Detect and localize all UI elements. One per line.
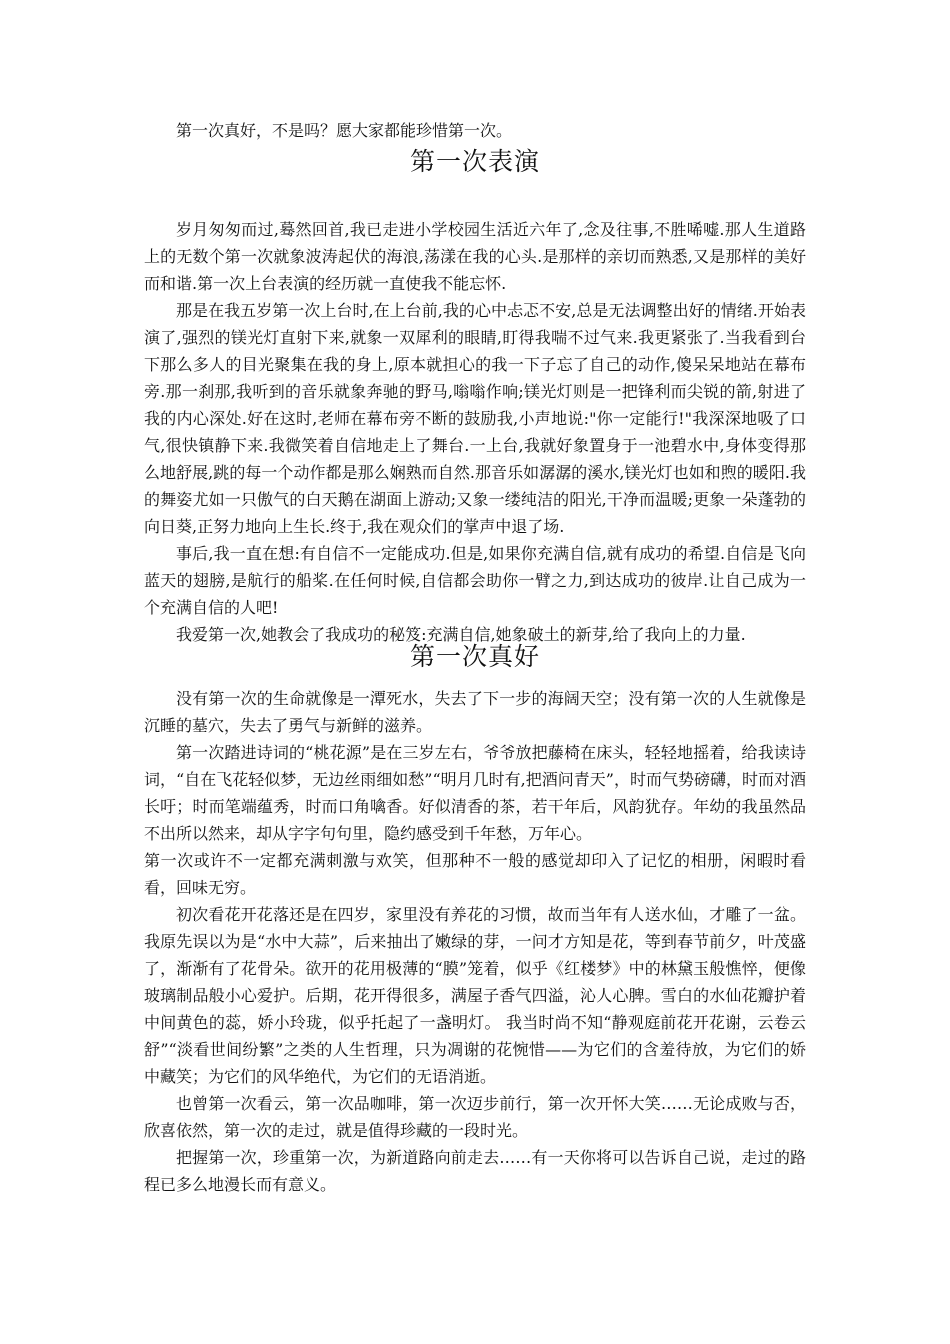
paragraph: 没有第一次的生命就像是一潭死水，失去了下一步的海阔天空；没有第一次的人生就像是沉睡的墓穴，失去了勇气与新鲜的滋养。	[144, 689, 806, 735]
paragraph: 把握第一次，珍重第一次，为新道路向前走去……有一天你将可以告诉自己说，走过的路程已多么地漫长而有意义。	[144, 1148, 806, 1194]
section1-title-block	[144, 145, 806, 179]
intro-block	[144, 117, 806, 144]
paragraph: 第一次踏进诗词的“桃花源”是在三岁左右，爷爷放把藤椅在床头，轻轻地摇着，给我读诗词，“自在飞花轻似梦，无边丝雨细如愁”“明月几时有,把酒问青天”，时而气势磅礴，时而对酒长吁；时而笔端蕴秀，时而口角噙香。好似清香的茶，若干年后，风韵犹存。年幼的我虽然品不出所以然来，却从字字句句里，隐约感受到千年愁，万年心。	[144, 743, 806, 843]
paragraph: 初次看花开花落还是在四岁，家里没有养花的习惯，故而当年有人送水仙，才雕了一盆。我原先误以为是“水中大蒜”，后来抽出了嫩绿的芽，一问才方知是花，等到春节前夕，叶茂盛了，渐渐有了花骨朵。欲开的花用极薄的“膜”笼着，似乎《红楼梦》中的林黛玉般憔悴，便像玻璃制品般小心爱护。后期，花开得很多，满屋子香气四溢，沁人心脾。雪白的水仙花瓣护着中间黄色的蕊，娇小玲珑，似乎托起了一盏明灯。 我当时尚不知“静观庭前花开花谢，云卷云舒”“淡看世间纷繁”之类的人生哲理，只为凋谢的花惋惜——为它们的含羞待放，为它们的娇中藏笑；为它们的风华绝代，为它们的无语消逝。	[144, 905, 806, 1086]
section1-title: 第一次表演	[409, 147, 540, 176]
paragraph: 第一次或许不一定都充满刺激与欢笑，但那种不一般的感觉却印入了记忆的相册，闲暇时看看，回味无穷。	[144, 851, 806, 897]
section2-title: 第一次真好	[409, 642, 540, 671]
paragraph: 岁月匆匆而过,蓦然回首,我已走进小学校园生活近六年了,念及往事,不胜唏嘘.那人生道路上的无数个第一次就象波涛起伏的海浪,荡漾在我的心头.是那样的亲切而熟悉,又是那样的美好而和谐.第一次上台表演的经历就一直使我不能忘怀.	[144, 220, 806, 293]
paragraph: 我爱第一次,她教会了我成功的秘笈:充满自信,她象破土的新芽,给了我向上的力量.	[176, 625, 746, 644]
section1-body	[144, 216, 806, 648]
paragraph: 事后,我一直在想:有自信不一定能成功.但是,如果你充满自信,就有成功的希望.自信是飞向蓝天的翅膀,是航行的船桨.在任何时候,自信都会助你一臂之力,到达成功的彼岸.让自己成为一个充满自信的人吧!	[144, 544, 806, 617]
paragraph: 那是在我五岁第一次上台时,在上台前,我的心中忐忑不安,总是无法调整出好的情绪.开始表演了,强烈的镁光灯直射下来,就象一双犀利的眼睛,盯得我喘不过气来.我更紧张了.当我看到台下那么多人的目光聚集在我的身上,原本就担心的我一下子忘了自己的动作,傻呆呆地站在幕布旁.那一刹那,我听到的音乐就象奔驰的野马,嗡嗡作响;镁光灯则是一把锋利而尖锐的箭,射进了我的内心深处.好在这时,老师在幕布旁不断的鼓励我,小声地说:"你一定能行!"我深深地吸了口气,很快镇静下来.我微笑着自信地走上了舞台.一上台,我就好象置身于一池碧水中,身体变得那么地舒展,跳的每一个动作都是那么娴熟而自然.那音乐如潺潺的溪水,镁光灯也如和煦的暖阳.我的舞姿尤如一只傲气的白天鹅在湖面上游动;又象一缕纯洁的阳光,干净而温暖;更象一朵蓬勃的向日葵,正努力地向上生长.终于,我在观众们的掌声中退了场.	[144, 301, 806, 536]
section2-title-block	[144, 640, 806, 674]
paragraph: 也曾第一次看云，第一次品咖啡，第一次迈步前行，第一次开怀大笑……无论成败与否，欣喜依然，第一次的走过，就是值得珍藏的一段时光。	[144, 1094, 806, 1140]
intro-line: 第一次真好，不是吗？愿大家都能珍惜第一次。	[176, 121, 513, 140]
section2-body	[144, 685, 806, 1198]
